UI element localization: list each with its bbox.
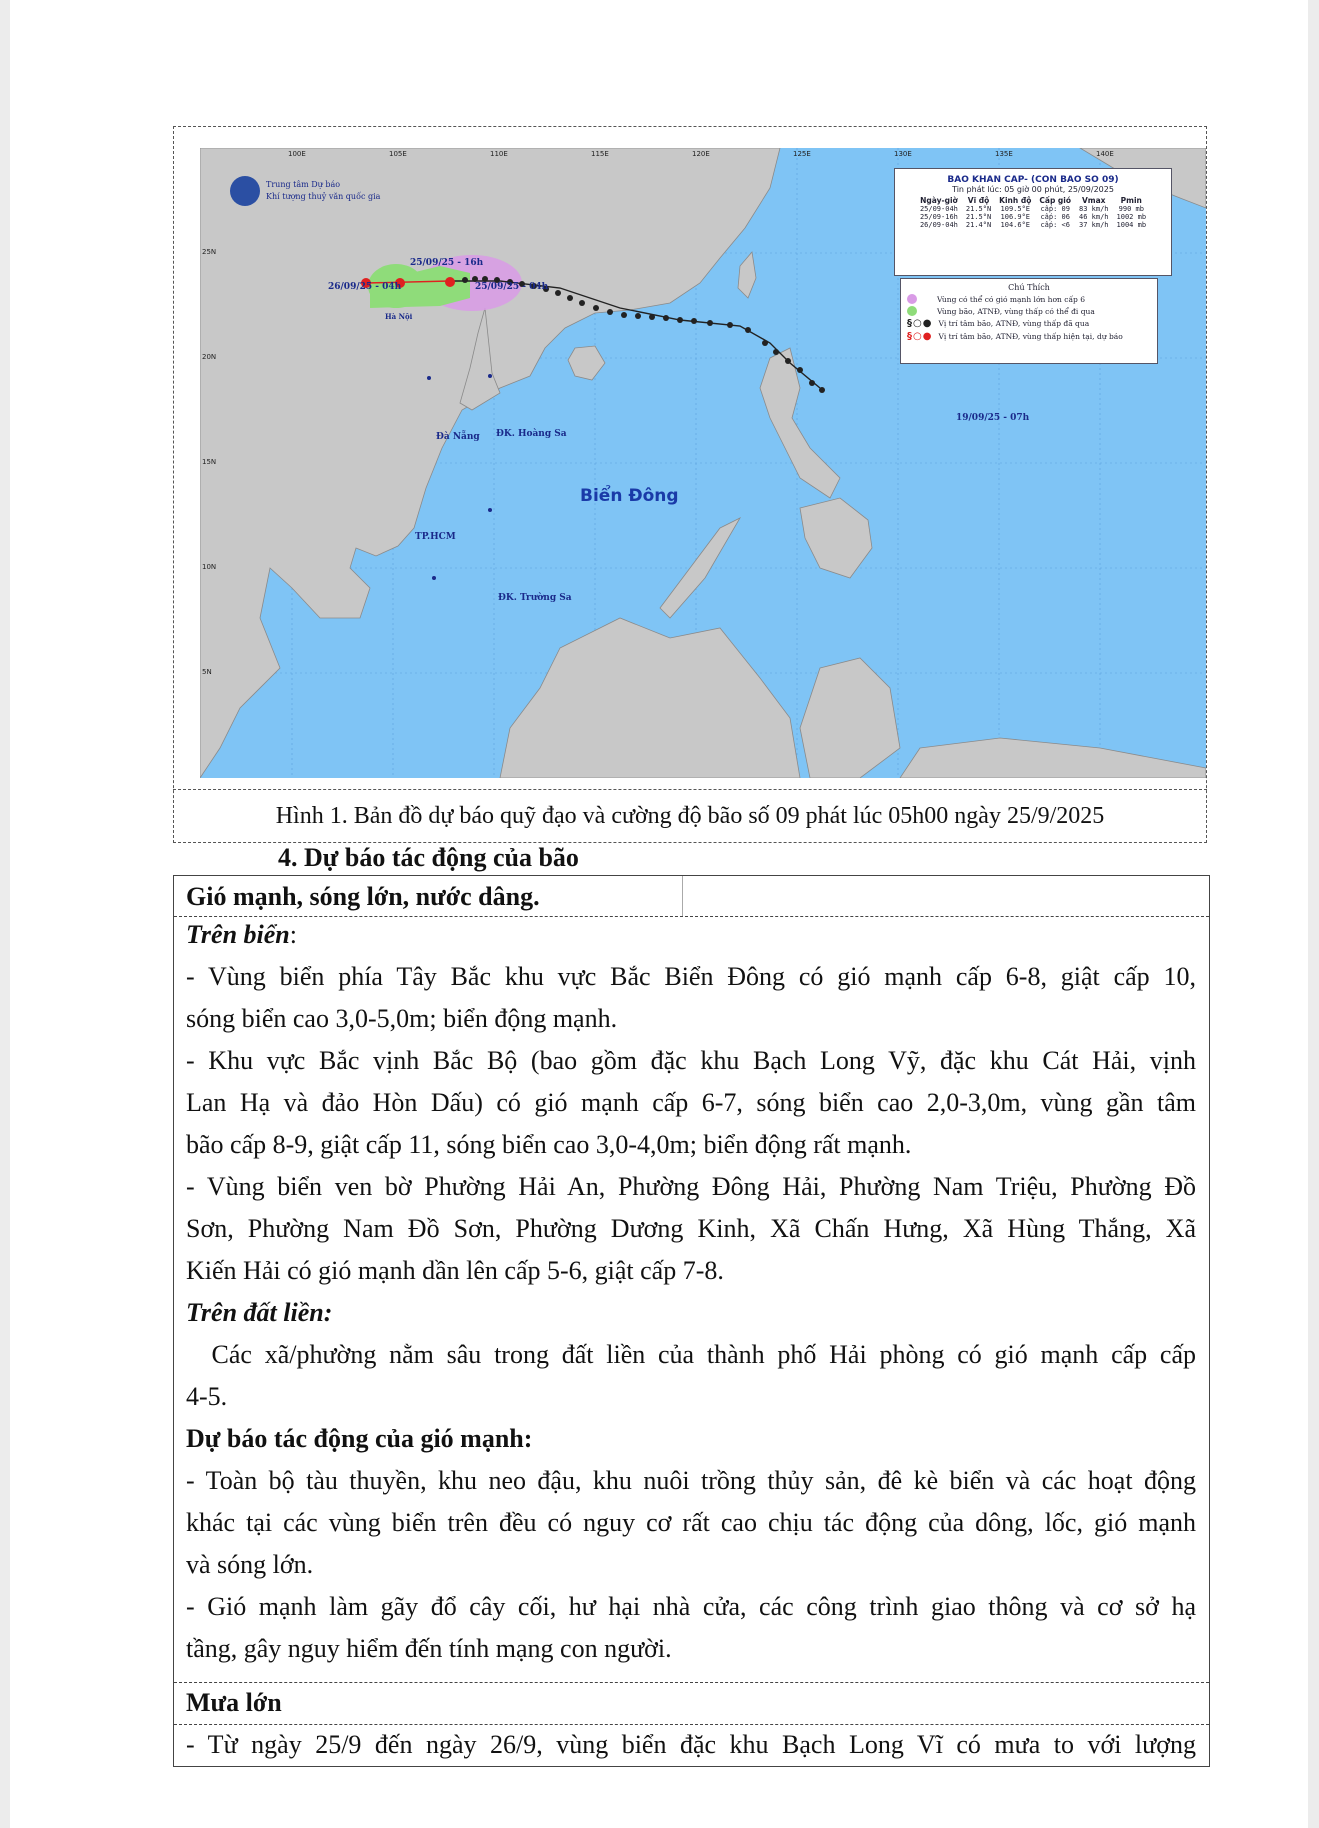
lat-tick: 20N <box>202 353 217 361</box>
row-divider <box>174 1724 1209 1725</box>
sea-title-line <box>186 920 297 950</box>
info-cell: 46 km/h <box>1079 213 1109 221</box>
purple-swatch-icon <box>907 294 917 304</box>
body-line: Lan Hạ và đảo Hòn Dấu) có gió mạnh cấp 6-7, sóng biển cao 2,0-3,0m, vùng gần tâm <box>186 1088 1196 1117</box>
info-cell: cấp: <6 <box>1040 221 1070 229</box>
green-swatch-icon <box>907 306 917 316</box>
body-line: - Khu vực Bắc vịnh Bắc Bộ (bao gồm đặc khu Bạch Long Vỹ, đặc khu Cát Hải, vịnh <box>186 1046 1196 1075</box>
body-line: Sơn, Phường Nam Đồ Sơn, Phường Dương Kinh, Xã Chấn Hưng, Xã Hùng Thắng, Xã <box>186 1214 1196 1243</box>
lat-tick: 25N <box>202 248 217 256</box>
city-hoangsa: ĐK. Hoàng Sa <box>496 429 567 439</box>
logo-line-1: Trung tâm Dự báo <box>266 180 341 189</box>
current-center-symbol-icon: §○● <box>907 331 933 342</box>
legend-label: Vùng có thể có gió mạnh lớn hơn cấp 6 <box>937 294 1085 304</box>
logo-line-2: Khí tượng thuỷ văn quốc gia <box>266 192 381 201</box>
track-label-t4: 19/09/25 - 07h <box>956 413 1030 423</box>
body-line: Các xã/phường nằm sâu trong đất liền của thành phố Hải phòng có gió mạnh cấp cấp <box>186 1340 1196 1369</box>
info-cell: 37 km/h <box>1079 221 1109 229</box>
info-header: Pmin <box>1120 196 1142 205</box>
sea-name-label: Biển Đông <box>580 486 679 506</box>
body-line: Kiến Hải có gió mạnh dần lên cấp 5-6, giật cấp 7-8. <box>186 1256 724 1285</box>
land-title: Trên đất liền: <box>186 1298 333 1327</box>
body-line: - Toàn bộ tàu thuyền, khu neo đậu, khu nuôi trồng thủy sản, đê kè biển và các hoạt động <box>186 1466 1196 1495</box>
body-line: 4-5. <box>186 1382 228 1411</box>
legend-label: Vùng bão, ATNĐ, vùng thấp có thể đi qua <box>937 306 1095 316</box>
lon-tick: 130E <box>894 150 912 158</box>
city-danang: Đà Nẵng <box>436 432 480 442</box>
info-cell: 26/09-04h <box>919 221 958 229</box>
map-legend <box>900 278 1158 364</box>
info-cell: 25/09-04h <box>919 205 958 213</box>
info-cell: 104.6°E <box>1000 221 1031 229</box>
past-center-symbol-icon: §○● <box>907 318 933 329</box>
legend-item <box>907 331 1151 342</box>
legend-label: Vị trí tâm bão, ATNĐ, vùng thấp đã qua <box>938 319 1090 328</box>
info-cell: 106.9°E <box>1000 213 1031 221</box>
city-truongsa: ĐK. Trường Sa <box>498 593 572 603</box>
storm-track-map <box>200 148 1206 778</box>
rain-title: Mưa lớn <box>186 1688 282 1717</box>
body-line: - Gió mạnh làm gãy đổ cây cối, hư hại nhà cửa, các công trình giao thông và cơ sở hạ <box>186 1592 1196 1621</box>
section-heading: 4. Dự báo tác động của bão <box>278 843 579 872</box>
row-divider <box>174 916 1209 917</box>
lon-tick: 125E <box>793 150 811 158</box>
info-header: Ngày-giờ <box>920 196 958 205</box>
info-cell: 21.4°N <box>965 221 992 229</box>
legend-label: Vị trí tâm bão, ATNĐ, vùng thấp hiện tại, dự báo <box>938 332 1123 341</box>
info-header: Vmax <box>1082 196 1106 205</box>
agency-logo <box>230 176 380 206</box>
info-header: Vĩ độ <box>967 196 990 205</box>
lon-tick: 135E <box>995 150 1013 158</box>
info-cell: 83 km/h <box>1079 205 1109 213</box>
info-cell: cấp: 09 <box>1040 205 1070 213</box>
lon-tick: 120E <box>692 150 710 158</box>
impact-table <box>173 875 1210 1767</box>
body-line: - Vùng biển ven bờ Phường Hải An, Phường Đông Hải, Phường Nam Triệu, Phường Đồ <box>186 1172 1196 1201</box>
info-cell: cấp: 06 <box>1040 213 1070 221</box>
city-hanoi: Hà Nội <box>385 312 413 321</box>
track-label-t1: 25/09/25 - 16h <box>410 258 484 268</box>
info-cell: 109.5°E <box>1000 205 1031 213</box>
body-line: - Vùng biển phía Tây Bắc khu vực Bắc Biển Đông có gió mạnh cấp 6-8, giật cấp 10, <box>186 962 1196 991</box>
figure-caption-row <box>173 789 1207 842</box>
info-issued: Tin phát lúc: 05 giờ 00 phút, 25/09/2025 <box>952 185 1114 194</box>
info-cell: 21.5°N <box>965 205 992 213</box>
body-line: tầng, gây nguy hiểm đến tính mạng con người. <box>186 1634 672 1663</box>
row-divider <box>174 1682 1209 1683</box>
sea-title: Trên biển <box>186 920 290 949</box>
city-tphcm: TP.HCM <box>415 532 456 542</box>
track-label-t3: 25/09/25 - 04h <box>475 282 549 292</box>
info-title: BAO KHAN CAP- (CON BAO SO 09) <box>947 175 1119 185</box>
info-header: Kinh độ <box>999 196 1032 205</box>
info-cell: 21.5°N <box>965 213 992 221</box>
legend-title: Chú Thích <box>1008 283 1050 292</box>
lat-tick: 10N <box>202 563 217 571</box>
storm-info-box <box>894 168 1172 276</box>
legend-item <box>907 318 1151 329</box>
lat-tick: 5N <box>202 668 212 676</box>
header-divider <box>682 876 683 916</box>
agency-logo-icon <box>230 176 260 206</box>
body-line: và sóng lớn. <box>186 1550 314 1579</box>
lon-tick: 100E <box>288 150 306 158</box>
lon-tick: 110E <box>490 150 508 158</box>
info-cell: 990 mb <box>1118 205 1144 213</box>
body-line: - Từ ngày 25/9 đến ngày 26/9, vùng biển đặc khu Bạch Long Vĩ có mưa to với lượng <box>186 1730 1196 1759</box>
current-position <box>445 277 455 287</box>
info-header: Cấp gió <box>1039 196 1072 205</box>
lat-tick: 15N <box>202 458 217 466</box>
lon-tick: 105E <box>389 150 407 158</box>
sea-title-colon: : <box>289 920 297 949</box>
info-table <box>916 196 1150 229</box>
legend-item <box>907 306 1151 316</box>
info-cell: 1004 mb <box>1116 221 1147 229</box>
body-line: khác tại các vùng biển trên đều có nguy cơ rất cao chịu tác động của dông, lốc, gió mạnh <box>186 1508 1196 1537</box>
lon-tick: 115E <box>591 150 609 158</box>
figure-caption: Hình 1. Bản đồ dự báo quỹ đạo và cường độ bão số 09 phát lúc 05h00 ngày 25/9/2025 <box>275 802 1105 829</box>
lon-tick: 140E <box>1096 150 1114 158</box>
body-line: bão cấp 8-9, giật cấp 11, sóng biển cao 3,0-4,0m; biển động rất mạnh. <box>186 1130 912 1159</box>
info-cell: 25/09-16h <box>919 213 958 221</box>
track-label-t2: 26/09/25 - 04h <box>328 282 402 292</box>
document-page <box>10 0 1308 1828</box>
legend-item <box>907 294 1151 304</box>
table-header: Gió mạnh, sóng lớn, nước dâng. <box>186 882 540 911</box>
info-cell: 1002 mb <box>1116 213 1147 221</box>
body-line: sóng biển cao 3,0-5,0m; biển động mạnh. <box>186 1004 618 1033</box>
impact-title: Dự báo tác động của gió mạnh: <box>186 1424 533 1453</box>
